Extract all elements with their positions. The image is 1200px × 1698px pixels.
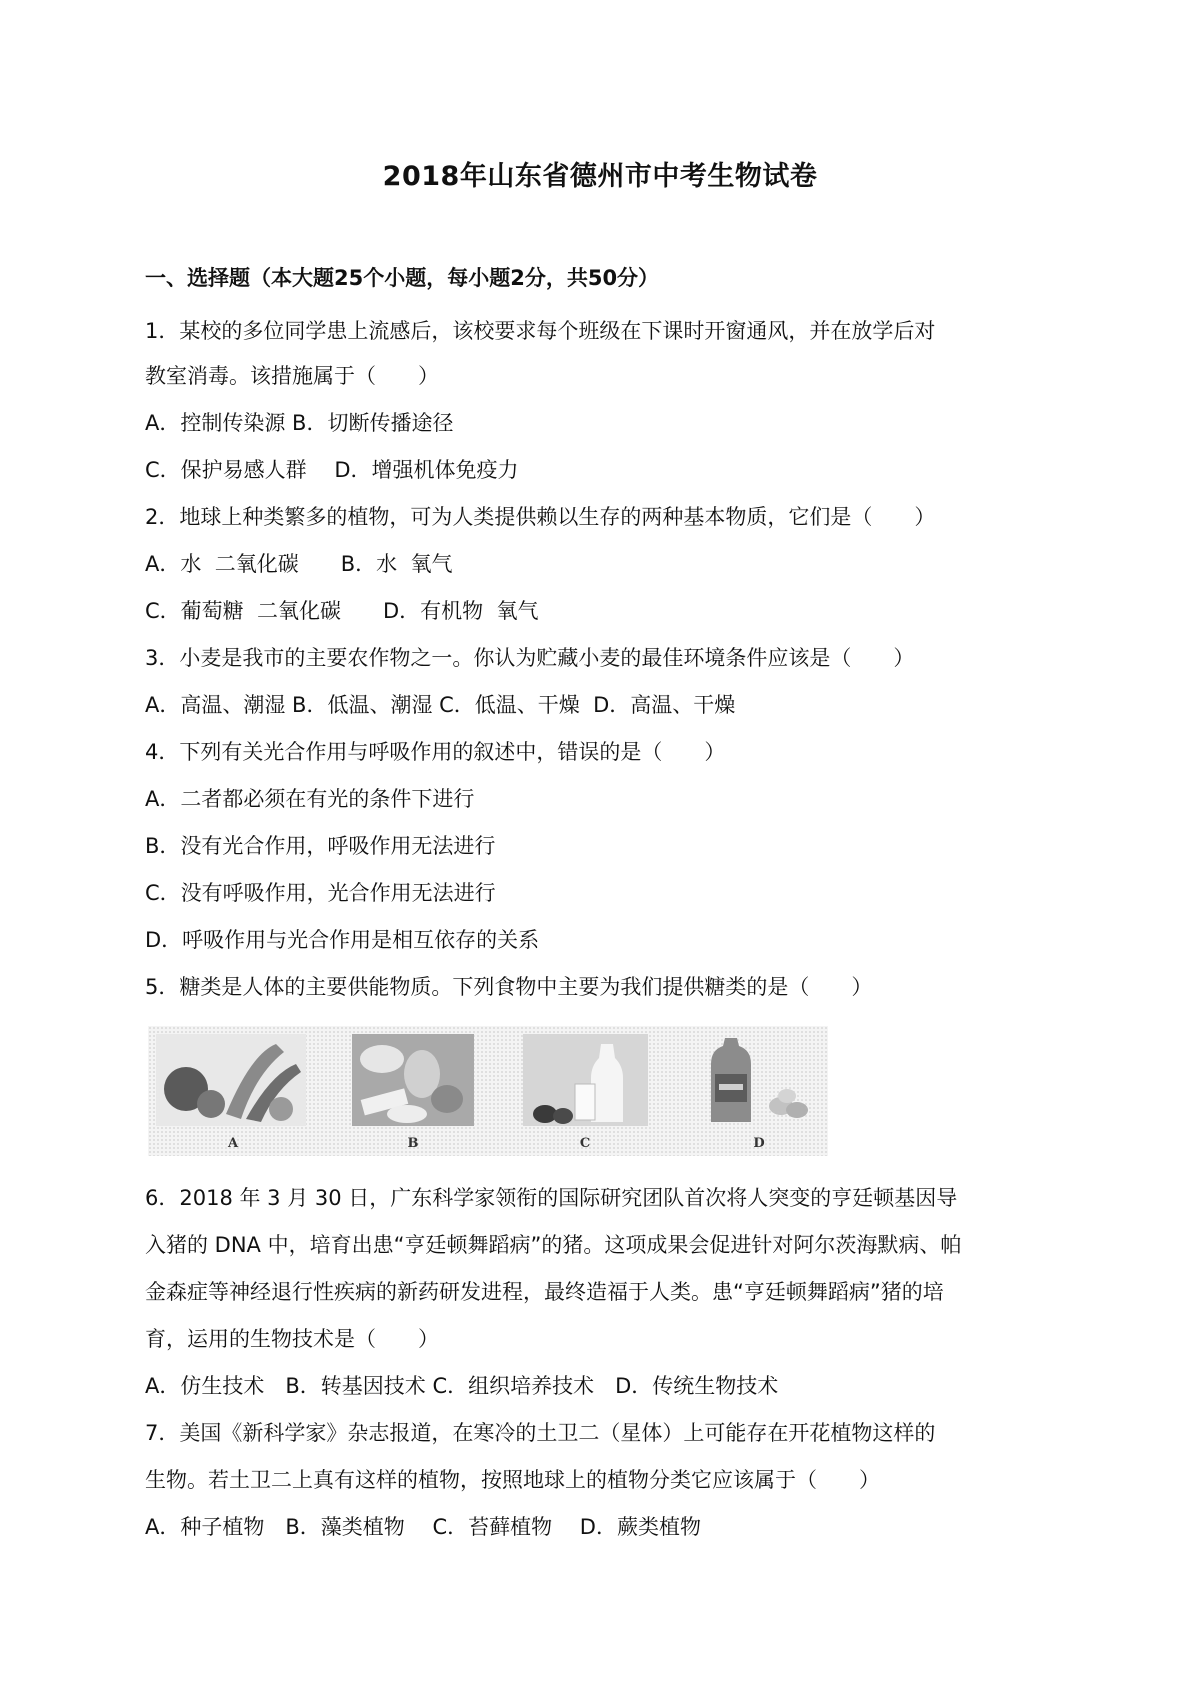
milk-eggs-photo — [523, 1034, 648, 1126]
option-line: C．没有呼吸作用，光合作用无法进行 — [145, 881, 496, 905]
question-line: 育，运用的生物技术是（ ） — [145, 1327, 439, 1351]
vegetables-photo — [156, 1034, 306, 1126]
question-line: 2．地球上种类繁多的植物，可为人类提供赖以生存的两种基本物质，它们是（ ） — [145, 505, 936, 529]
figure-label-d: D — [753, 1136, 765, 1151]
question-line: 金森症等神经退行性疾病的新药研发进程，最终造福于人类。患“亨廷顿舞蹈病”猪的培 — [145, 1280, 944, 1304]
option-line: A．高温、潮湿 B．低温、潮湿 C．低温、干燥 D．高温、干燥 — [145, 693, 736, 717]
option-line: A．控制传染源 B．切断传播途径 — [145, 411, 454, 435]
question-line: 入猪的 DNA 中，培育出患“亨廷顿舞蹈病”的猪。这项成果会促进针对阿尔茨海默病、帕 — [145, 1233, 962, 1257]
oil-peanuts-photo — [703, 1034, 813, 1126]
food-figure — [148, 1026, 828, 1156]
section-heading: 一、选择题（本大题25个小题，每小题2分，共50分） — [145, 266, 660, 290]
option-line: C．保护易感人群 D．增强机体免疫力 — [145, 458, 519, 482]
figure-label-c: C — [579, 1136, 591, 1151]
option-line: A．水 二氧化碳 B．水 氧气 — [145, 552, 453, 576]
figure-label-a: A — [227, 1136, 239, 1151]
question-line: 7．美国《新科学家》杂志报道，在寒冷的土卫二（星体）上可能存在开花植物这样的 — [145, 1421, 936, 1445]
option-line: B．没有光合作用，呼吸作用无法进行 — [145, 834, 496, 858]
page-title: 2018年山东省德州市中考生物试卷 — [382, 161, 818, 192]
grains-photo — [352, 1034, 474, 1126]
option-line: A．种子植物 B．藻类植物 C．苔藓植物 D．蕨类植物 — [145, 1515, 701, 1539]
option-line: A．二者都必须在有光的条件下进行 — [145, 787, 475, 811]
question-line: 生物。若土卫二上真有这样的植物，按照地球上的植物分类它应该属于（ ） — [145, 1468, 880, 1492]
question-line: 6．2018 年 3 月 30 日，广东科学家领衔的国际研究团队首次将人突变的亨廷顿基因导 — [145, 1186, 958, 1210]
question-line: 教室消毒。该措施属于（ ） — [145, 364, 439, 388]
option-line: C．葡萄糖 二氧化碳 D．有机物 氧气 — [145, 599, 539, 623]
question-line: 1．某校的多位同学患上流感后，该校要求每个班级在下课时开窗通风，并在放学后对 — [145, 319, 936, 343]
question-line: 3．小麦是我市的主要农作物之一。你认为贮藏小麦的最佳环境条件应该是（ ） — [145, 646, 915, 670]
question-line: 4．下列有关光合作用与呼吸作用的叙述中，错误的是（ ） — [145, 740, 726, 764]
question-line: 5．糖类是人体的主要供能物质。下列食物中主要为我们提供糖类的是（ ） — [145, 975, 873, 999]
option-line: A．仿生技术 B．转基因技术 C．组织培养技术 D．传统生物技术 — [145, 1374, 779, 1398]
option-line: D．呼吸作用与光合作用是相互依存的关系 — [145, 928, 540, 952]
figure-label-b: B — [407, 1136, 419, 1151]
